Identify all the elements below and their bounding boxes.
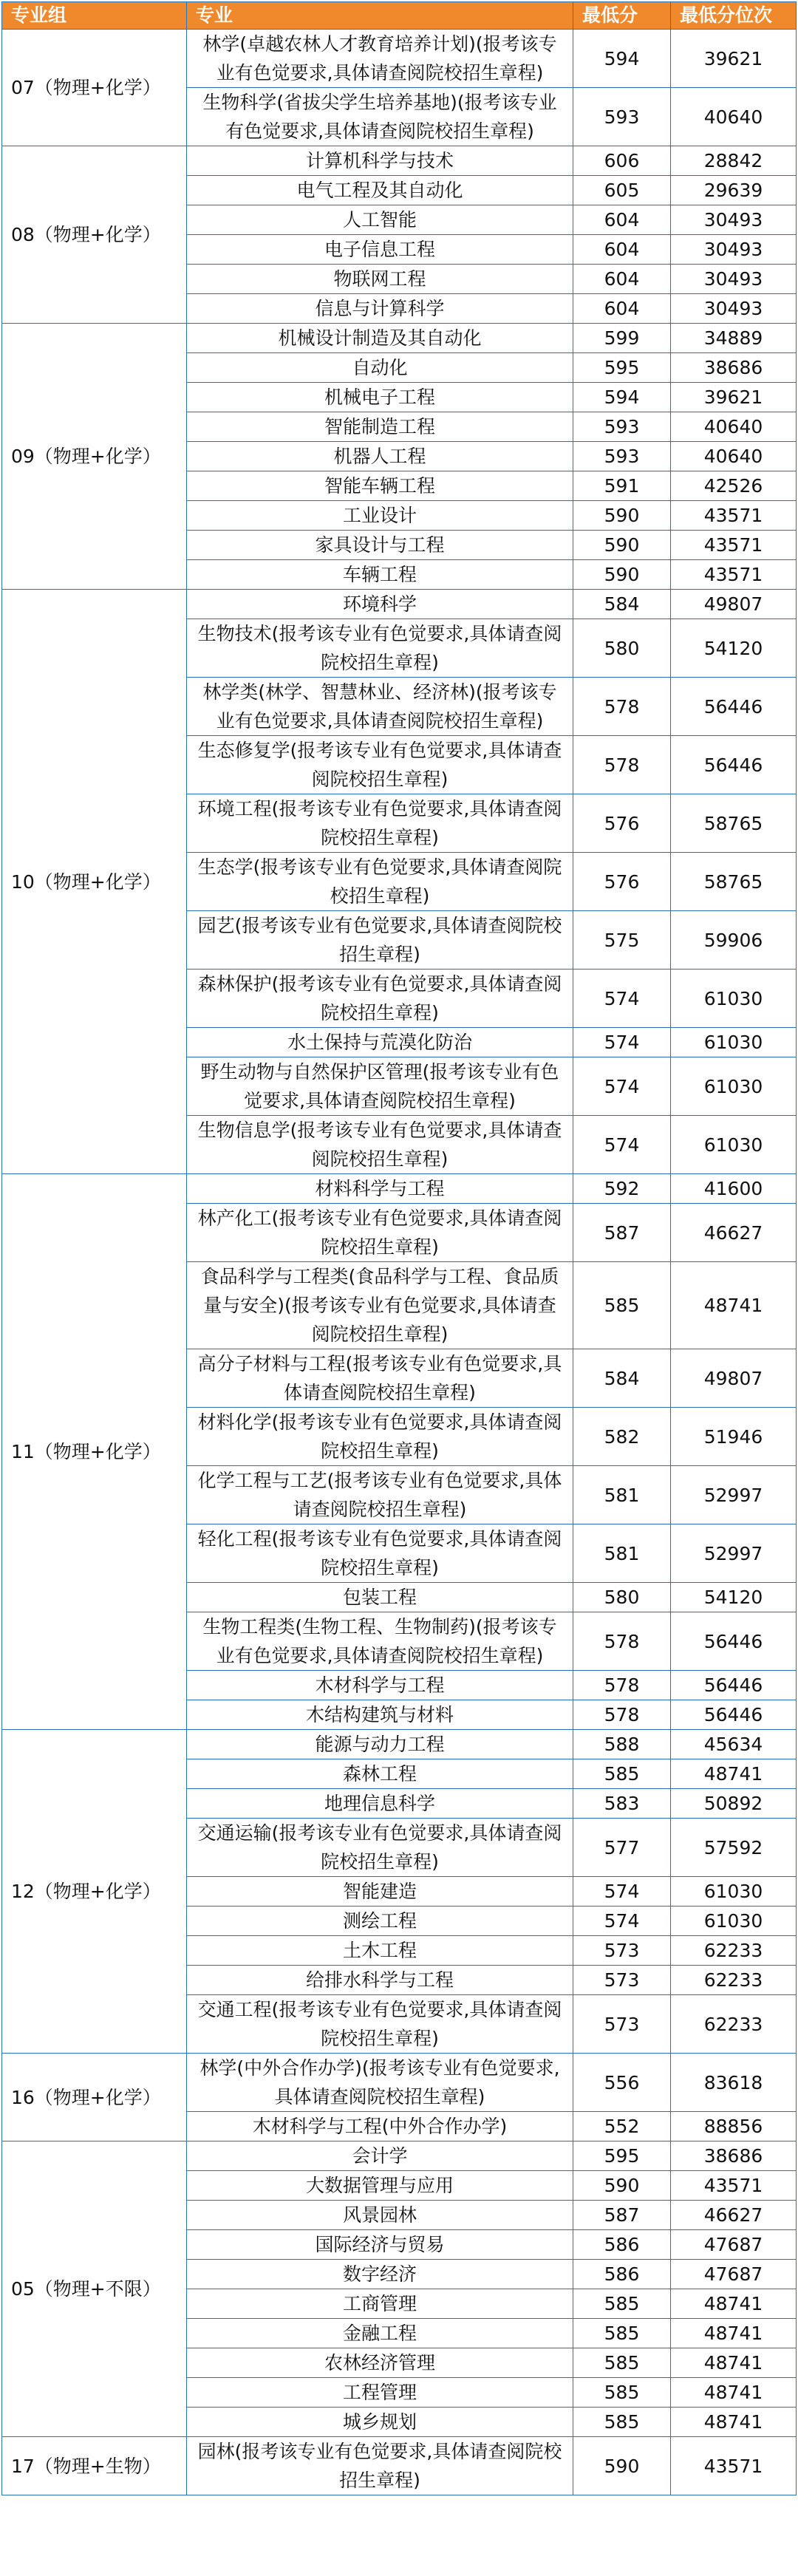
min-score-cell: 574 bbox=[573, 1057, 671, 1116]
major-cell: 城乡规划 bbox=[187, 2408, 573, 2437]
major-cell: 机械设计制造及其自动化 bbox=[187, 324, 573, 353]
major-cell: 材料化学(报考该专业有色觉要求,具体请查阅院校招生章程) bbox=[187, 1408, 573, 1466]
min-rank-cell: 61030 bbox=[671, 1028, 797, 1057]
major-cell: 生态修复学(报考该专业有色觉要求,具体请查阅院校招生章程) bbox=[187, 736, 573, 794]
min-rank-cell: 56446 bbox=[671, 736, 797, 794]
min-score-cell: 576 bbox=[573, 853, 671, 911]
min-rank-cell: 57592 bbox=[671, 1819, 797, 1877]
min-rank-cell: 42526 bbox=[671, 471, 797, 501]
major-cell: 土木工程 bbox=[187, 1936, 573, 1966]
min-rank-cell: 56446 bbox=[671, 1612, 797, 1671]
min-rank-cell: 30493 bbox=[671, 205, 797, 235]
major-cell: 森林工程 bbox=[187, 1759, 573, 1789]
min-score-cell: 574 bbox=[573, 1028, 671, 1057]
major-cell: 大数据管理与应用 bbox=[187, 2171, 573, 2201]
min-rank-cell: 48741 bbox=[671, 2348, 797, 2378]
min-rank-cell: 48741 bbox=[671, 1262, 797, 1349]
table-row bbox=[2, 30, 797, 88]
min-rank-cell: 48741 bbox=[671, 2319, 797, 2348]
min-rank-cell: 46627 bbox=[671, 1204, 797, 1262]
major-cell: 农林经济管理 bbox=[187, 2348, 573, 2378]
major-cell: 人工智能 bbox=[187, 205, 573, 235]
major-cell: 林产化工(报考该专业有色觉要求,具体请查阅院校招生章程) bbox=[187, 1204, 573, 1262]
min-score-cell: 578 bbox=[573, 678, 671, 736]
major-cell: 木材科学与工程(中外合作办学) bbox=[187, 2112, 573, 2141]
min-rank-cell: 49807 bbox=[671, 1349, 797, 1408]
min-score-cell: 590 bbox=[573, 501, 671, 531]
min-score-cell: 594 bbox=[573, 30, 671, 88]
min-rank-cell: 62233 bbox=[671, 1966, 797, 1995]
min-score-cell: 590 bbox=[573, 560, 671, 590]
major-cell: 会计学 bbox=[187, 2141, 573, 2171]
table-row bbox=[2, 1730, 797, 1759]
min-score-cell: 584 bbox=[573, 1349, 671, 1408]
min-score-cell: 552 bbox=[573, 2112, 671, 2141]
min-rank-cell: 52997 bbox=[671, 1524, 797, 1583]
min-rank-cell: 45634 bbox=[671, 1730, 797, 1759]
min-score-cell: 585 bbox=[573, 2378, 671, 2408]
min-rank-cell: 51946 bbox=[671, 1408, 797, 1466]
major-cell: 国际经济与贸易 bbox=[187, 2230, 573, 2260]
major-cell: 自动化 bbox=[187, 353, 573, 383]
min-rank-cell: 54120 bbox=[671, 619, 797, 678]
major-group-cell: 07（物理+化学） bbox=[2, 30, 187, 146]
table-row bbox=[2, 2141, 797, 2171]
major-cell: 信息与计算科学 bbox=[187, 294, 573, 324]
major-cell: 林学(卓越农林人才教育培养计划)(报考该专业有色觉要求,具体请查阅院校招生章程) bbox=[187, 30, 573, 88]
major-cell: 电子信息工程 bbox=[187, 235, 573, 265]
min-rank-cell: 46627 bbox=[671, 2201, 797, 2230]
min-score-cell: 580 bbox=[573, 619, 671, 678]
min-score-cell: 604 bbox=[573, 294, 671, 324]
header-min-rank: 最低分位次 bbox=[671, 2, 797, 30]
major-cell: 机械电子工程 bbox=[187, 383, 573, 412]
major-cell: 家具设计与工程 bbox=[187, 531, 573, 560]
min-score-cell: 594 bbox=[573, 383, 671, 412]
min-score-cell: 575 bbox=[573, 911, 671, 970]
min-score-cell: 578 bbox=[573, 736, 671, 794]
min-score-cell: 574 bbox=[573, 1907, 671, 1936]
major-cell: 高分子材料与工程(报考该专业有色觉要求,具体请查阅院校招生章程) bbox=[187, 1349, 573, 1408]
major-cell: 金融工程 bbox=[187, 2319, 573, 2348]
major-group-cell: 09（物理+化学） bbox=[2, 324, 187, 590]
min-score-cell: 574 bbox=[573, 1116, 671, 1174]
major-cell: 食品科学与工程类(食品科学与工程、食品质量与安全)(报考该专业有色觉要求,具体请查阅院校招生章程) bbox=[187, 1262, 573, 1349]
major-group-cell: 12（物理+化学） bbox=[2, 1730, 187, 2054]
major-cell: 能源与动力工程 bbox=[187, 1730, 573, 1759]
min-rank-cell: 62233 bbox=[671, 1995, 797, 2054]
min-score-cell: 586 bbox=[573, 2260, 671, 2289]
major-cell: 交通运输(报考该专业有色觉要求,具体请查阅院校招生章程) bbox=[187, 1819, 573, 1877]
min-rank-cell: 43571 bbox=[671, 560, 797, 590]
major-cell: 机器人工程 bbox=[187, 442, 573, 471]
table-row bbox=[2, 590, 797, 619]
min-score-cell: 605 bbox=[573, 176, 671, 205]
major-cell: 车辆工程 bbox=[187, 560, 573, 590]
major-cell: 工业设计 bbox=[187, 501, 573, 531]
min-rank-cell: 58765 bbox=[671, 794, 797, 853]
major-cell: 工程管理 bbox=[187, 2378, 573, 2408]
min-rank-cell: 48741 bbox=[671, 1759, 797, 1789]
min-score-cell: 587 bbox=[573, 1204, 671, 1262]
major-cell: 交通工程(报考该专业有色觉要求,具体请查阅院校招生章程) bbox=[187, 1995, 573, 2054]
min-score-cell: 582 bbox=[573, 1408, 671, 1466]
min-rank-cell: 43571 bbox=[671, 2437, 797, 2495]
min-score-cell: 593 bbox=[573, 412, 671, 442]
table-row bbox=[2, 146, 797, 176]
min-rank-cell: 58765 bbox=[671, 853, 797, 911]
min-rank-cell: 43571 bbox=[671, 531, 797, 560]
min-score-cell: 580 bbox=[573, 1583, 671, 1612]
major-cell: 材料科学与工程 bbox=[187, 1174, 573, 1204]
table-row bbox=[2, 1174, 797, 1204]
min-score-cell: 574 bbox=[573, 1877, 671, 1907]
major-cell: 园艺(报考该专业有色觉要求,具体请查阅院校招生章程) bbox=[187, 911, 573, 970]
table-row bbox=[2, 324, 797, 353]
major-cell: 智能建造 bbox=[187, 1877, 573, 1907]
major-cell: 计算机科学与技术 bbox=[187, 146, 573, 176]
min-rank-cell: 38686 bbox=[671, 353, 797, 383]
min-score-cell: 591 bbox=[573, 471, 671, 501]
header-min-score: 最低分 bbox=[573, 2, 671, 30]
min-rank-cell: 61030 bbox=[671, 1116, 797, 1174]
major-cell: 生态学(报考该专业有色觉要求,具体请查阅院校招生章程) bbox=[187, 853, 573, 911]
min-rank-cell: 29639 bbox=[671, 176, 797, 205]
min-score-cell: 578 bbox=[573, 1612, 671, 1671]
major-cell: 野生动物与自然保护区管理(报考该专业有色觉要求,具体请查阅院校招生章程) bbox=[187, 1057, 573, 1116]
major-cell: 工商管理 bbox=[187, 2289, 573, 2319]
min-score-cell: 593 bbox=[573, 442, 671, 471]
min-rank-cell: 61030 bbox=[671, 1907, 797, 1936]
min-rank-cell: 38686 bbox=[671, 2141, 797, 2171]
min-score-cell: 585 bbox=[573, 2319, 671, 2348]
major-cell: 生物科学(省拔尖学生培养基地)(报考该专业有色觉要求,具体请查阅院校招生章程) bbox=[187, 88, 573, 146]
admission-score-table bbox=[1, 1, 797, 2495]
min-score-cell: 581 bbox=[573, 1524, 671, 1583]
major-cell: 智能车辆工程 bbox=[187, 471, 573, 501]
min-score-cell: 592 bbox=[573, 1174, 671, 1204]
major-cell: 地理信息科学 bbox=[187, 1789, 573, 1819]
major-cell: 木结构建筑与材料 bbox=[187, 1700, 573, 1730]
min-rank-cell: 40640 bbox=[671, 88, 797, 146]
major-cell: 森林保护(报考该专业有色觉要求,具体请查阅院校招生章程) bbox=[187, 970, 573, 1028]
min-rank-cell: 39621 bbox=[671, 30, 797, 88]
min-score-cell: 573 bbox=[573, 1966, 671, 1995]
table-row bbox=[2, 2054, 797, 2112]
min-rank-cell: 47687 bbox=[671, 2260, 797, 2289]
min-score-cell: 595 bbox=[573, 353, 671, 383]
major-cell: 智能制造工程 bbox=[187, 412, 573, 442]
major-cell: 环境工程(报考该专业有色觉要求,具体请查阅院校招生章程) bbox=[187, 794, 573, 853]
min-rank-cell: 59906 bbox=[671, 911, 797, 970]
min-rank-cell: 47687 bbox=[671, 2230, 797, 2260]
min-score-cell: 586 bbox=[573, 2230, 671, 2260]
header-major: 专业 bbox=[187, 2, 573, 30]
min-score-cell: 599 bbox=[573, 324, 671, 353]
min-score-cell: 590 bbox=[573, 2437, 671, 2495]
table-body bbox=[2, 30, 797, 2495]
min-score-cell: 581 bbox=[573, 1466, 671, 1524]
min-score-cell: 595 bbox=[573, 2141, 671, 2171]
major-cell: 数字经济 bbox=[187, 2260, 573, 2289]
min-rank-cell: 30493 bbox=[671, 294, 797, 324]
min-score-cell: 590 bbox=[573, 531, 671, 560]
major-group-cell: 08（物理+化学） bbox=[2, 146, 187, 324]
min-score-cell: 577 bbox=[573, 1819, 671, 1877]
min-rank-cell: 50892 bbox=[671, 1789, 797, 1819]
min-score-cell: 606 bbox=[573, 146, 671, 176]
min-rank-cell: 39621 bbox=[671, 383, 797, 412]
min-score-cell: 585 bbox=[573, 2408, 671, 2437]
min-score-cell: 583 bbox=[573, 1789, 671, 1819]
min-score-cell: 593 bbox=[573, 88, 671, 146]
min-score-cell: 584 bbox=[573, 590, 671, 619]
min-rank-cell: 56446 bbox=[671, 1671, 797, 1700]
min-score-cell: 578 bbox=[573, 1671, 671, 1700]
major-cell: 生物技术(报考该专业有色觉要求,具体请查阅院校招生章程) bbox=[187, 619, 573, 678]
min-score-cell: 590 bbox=[573, 2171, 671, 2201]
major-cell: 化学工程与工艺(报考该专业有色觉要求,具体请查阅院校招生章程) bbox=[187, 1466, 573, 1524]
min-score-cell: 573 bbox=[573, 1995, 671, 2054]
major-cell: 生物工程类(生物工程、生物制药)(报考该专业有色觉要求,具体请查阅院校招生章程) bbox=[187, 1612, 573, 1671]
table-row bbox=[2, 2437, 797, 2495]
major-group-cell: 05（物理+不限） bbox=[2, 2141, 187, 2437]
min-rank-cell: 30493 bbox=[671, 235, 797, 265]
min-score-cell: 604 bbox=[573, 235, 671, 265]
min-score-cell: 556 bbox=[573, 2054, 671, 2112]
min-rank-cell: 54120 bbox=[671, 1583, 797, 1612]
min-rank-cell: 49807 bbox=[671, 590, 797, 619]
major-cell: 电气工程及其自动化 bbox=[187, 176, 573, 205]
major-group-cell: 16（物理+化学） bbox=[2, 2054, 187, 2141]
min-rank-cell: 56446 bbox=[671, 1700, 797, 1730]
major-cell: 给排水科学与工程 bbox=[187, 1966, 573, 1995]
min-rank-cell: 83618 bbox=[671, 2054, 797, 2112]
min-rank-cell: 43571 bbox=[671, 501, 797, 531]
min-rank-cell: 62233 bbox=[671, 1936, 797, 1966]
min-score-cell: 585 bbox=[573, 2289, 671, 2319]
min-score-cell: 585 bbox=[573, 1759, 671, 1789]
major-cell: 环境科学 bbox=[187, 590, 573, 619]
header-major-group: 专业组 bbox=[2, 2, 187, 30]
min-rank-cell: 56446 bbox=[671, 678, 797, 736]
major-group-cell: 11（物理+化学） bbox=[2, 1174, 187, 1730]
min-score-cell: 588 bbox=[573, 1730, 671, 1759]
major-cell: 林学(中外合作办学)(报考该专业有色觉要求,具体请查阅院校招生章程) bbox=[187, 2054, 573, 2112]
min-rank-cell: 34889 bbox=[671, 324, 797, 353]
min-rank-cell: 88856 bbox=[671, 2112, 797, 2141]
min-score-cell: 578 bbox=[573, 1700, 671, 1730]
major-cell: 生物信息学(报考该专业有色觉要求,具体请查阅院校招生章程) bbox=[187, 1116, 573, 1174]
min-rank-cell: 48741 bbox=[671, 2289, 797, 2319]
min-rank-cell: 48741 bbox=[671, 2408, 797, 2437]
min-rank-cell: 28842 bbox=[671, 146, 797, 176]
major-cell: 园林(报考该专业有色觉要求,具体请查阅院校招生章程) bbox=[187, 2437, 573, 2495]
min-score-cell: 585 bbox=[573, 2348, 671, 2378]
min-score-cell: 587 bbox=[573, 2201, 671, 2230]
min-score-cell: 574 bbox=[573, 970, 671, 1028]
min-rank-cell: 30493 bbox=[671, 265, 797, 294]
min-rank-cell: 41600 bbox=[671, 1174, 797, 1204]
table-header-row bbox=[2, 2, 797, 30]
min-rank-cell: 61030 bbox=[671, 1057, 797, 1116]
min-score-cell: 604 bbox=[573, 265, 671, 294]
min-score-cell: 573 bbox=[573, 1936, 671, 1966]
min-rank-cell: 48741 bbox=[671, 2378, 797, 2408]
min-rank-cell: 40640 bbox=[671, 442, 797, 471]
min-score-cell: 576 bbox=[573, 794, 671, 853]
min-rank-cell: 40640 bbox=[671, 412, 797, 442]
min-score-cell: 585 bbox=[573, 1262, 671, 1349]
min-rank-cell: 43571 bbox=[671, 2171, 797, 2201]
min-rank-cell: 61030 bbox=[671, 1877, 797, 1907]
major-cell: 轻化工程(报考该专业有色觉要求,具体请查阅院校招生章程) bbox=[187, 1524, 573, 1583]
major-cell: 风景园林 bbox=[187, 2201, 573, 2230]
major-cell: 木材科学与工程 bbox=[187, 1671, 573, 1700]
major-cell: 测绘工程 bbox=[187, 1907, 573, 1936]
major-cell: 物联网工程 bbox=[187, 265, 573, 294]
min-rank-cell: 61030 bbox=[671, 970, 797, 1028]
major-cell: 水土保持与荒漠化防治 bbox=[187, 1028, 573, 1057]
major-group-cell: 10（物理+化学） bbox=[2, 590, 187, 1174]
major-cell: 包装工程 bbox=[187, 1583, 573, 1612]
major-group-cell: 17（物理+生物） bbox=[2, 2437, 187, 2495]
min-score-cell: 604 bbox=[573, 205, 671, 235]
major-cell: 林学类(林学、智慧林业、经济林)(报考该专业有色觉要求,具体请查阅院校招生章程) bbox=[187, 678, 573, 736]
min-rank-cell: 52997 bbox=[671, 1466, 797, 1524]
